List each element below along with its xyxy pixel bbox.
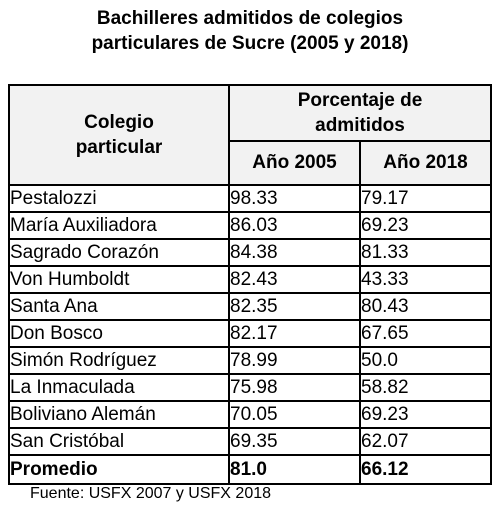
cell-2005: 82.35 [229, 293, 360, 320]
cell-colegio: Simón Rodríguez [9, 347, 229, 374]
cell-2005: 69.35 [229, 428, 360, 455]
cell-2005: 70.05 [229, 401, 360, 428]
table-row [9, 185, 491, 212]
cell-2018: 69.23 [360, 401, 491, 428]
header-colegio [9, 85, 229, 185]
cell-2018: 79.17 [360, 185, 491, 212]
admissions-table [8, 84, 492, 485]
cell-2005: 75.98 [229, 374, 360, 401]
cell-2018: 80.43 [360, 293, 491, 320]
cell-colegio: Don Bosco [9, 320, 229, 347]
average-2005: 81.0 [229, 455, 360, 484]
header-colegio-line2: particular [75, 137, 163, 158]
cell-colegio: Von Humboldt [9, 266, 229, 293]
table-row [9, 266, 491, 293]
header-colegio-line1: Colegio [84, 112, 154, 133]
table-row [9, 347, 491, 374]
cell-2005: 98.33 [229, 185, 360, 212]
cell-2018: 81.33 [360, 239, 491, 266]
cell-2005: 84.38 [229, 239, 360, 266]
cell-colegio: La Inmaculada [9, 374, 229, 401]
average-label: Promedio [9, 455, 229, 484]
cell-2005: 86.03 [229, 212, 360, 239]
cell-2018: 58.82 [360, 374, 491, 401]
cell-2005: 82.43 [229, 266, 360, 293]
header-porcentaje-line2: admitidos [315, 115, 405, 136]
cell-2018: 69.23 [360, 212, 491, 239]
cell-colegio: Boliviano Alemán [9, 401, 229, 428]
table-header-row [9, 85, 491, 141]
table-row [9, 374, 491, 401]
average-2018: 66.12 [360, 455, 491, 484]
source-note: Fuente: USFX 2007 y USFX 2018 [30, 485, 272, 502]
header-porcentaje [229, 85, 491, 141]
table-title-line1: Bachilleres admitidos de colegios [96, 8, 404, 29]
average-row [9, 455, 491, 484]
table-row [9, 293, 491, 320]
cell-colegio: Sagrado Corazón [9, 239, 229, 266]
cell-colegio: San Cristóbal [9, 428, 229, 455]
table-title-line2: particulares de Sucre (2005 y 2018) [91, 33, 409, 54]
cell-2005: 82.17 [229, 320, 360, 347]
cell-2018: 50.0 [360, 347, 491, 374]
cell-2018: 67.65 [360, 320, 491, 347]
table-row [9, 212, 491, 239]
header-porcentaje-line1: Porcentaje de [297, 90, 423, 111]
table-title [0, 6, 500, 56]
header-year-2005: Año 2005 [229, 141, 360, 185]
table-row [9, 401, 491, 428]
cell-colegio: Santa Ana [9, 293, 229, 320]
table-row [9, 239, 491, 266]
cell-2005: 78.99 [229, 347, 360, 374]
cell-2018: 62.07 [360, 428, 491, 455]
cell-colegio: María Auxiliadora [9, 212, 229, 239]
cell-colegio: Pestalozzi [9, 185, 229, 212]
table-body [9, 185, 491, 484]
table-row [9, 428, 491, 455]
table-row [9, 320, 491, 347]
cell-2018: 43.33 [360, 266, 491, 293]
header-year-2018: Año 2018 [360, 141, 491, 185]
